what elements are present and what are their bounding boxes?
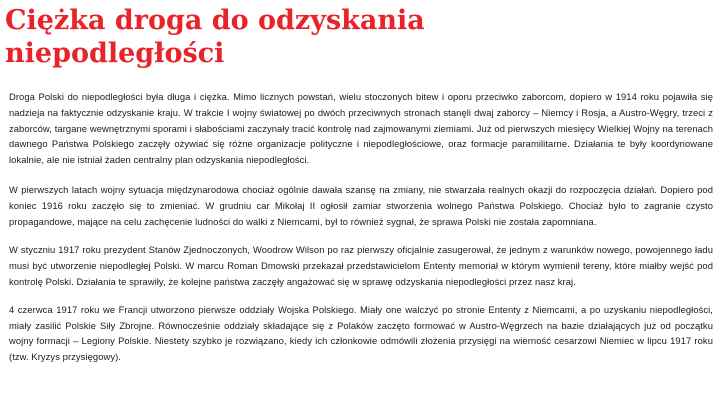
paragraph-4: 4 czerwca 1917 roku we Francji utworzono pierwsze oddziały Wojska Polskiego. Miały one walczyć po stronie Ententy z Niemcami, a po uzyskaniu niepodległości, miały zasilić Polskie Siły Zbrojne. Równocześnie oddziały składające się z Polaków zaczęto formować w Austro-Węgrzech na bazie działających już od początku wojny formacji – Legiony Polskie. Niestety szybko je rozwiązano, kiedy ich członkowie odmówili złożenia przysięgi na wierność cesarzowi Niemiec w lipcu 1917 roku (tzw. Kryzys przysięgowy). (9, 303, 713, 363)
paragraph-2: W pierwszych latach wojny sytuacja międzynarodowa chociaż ogólnie dawała szansę na zmiany, nie stwarzała realnych okazji do rozpoczęcia działań. Dopiero pod koniec 1916 roku zaczęło się to zmieniać. W grudniu car Mikołaj II ogłosił zamiar stworzenia wolnego Państwa Polskiego. Chociaż było to zagranie czysto propagandowe, mające na celu zachęcenie ludności do walki z Niemcami, był to również sygnał, że sprawa Polski nie została zapomniana. (9, 183, 713, 227)
body-text (9, 89, 713, 365)
paragraph-1: Droga Polski do niepodległości była długa i ciężka. Mimo licznych powstań, wielu stoczonych bitew i oporu przeciwko zaborcom, dopiero w 1914 roku pojawiła się nadzieja na faktycznie odzyskanie kraju. W trakcie I wojny światowej po dwóch przeciwnych stronach stanęli dwaj zaborcy – Niemcy i Rosja, a Austro-Węgry, trzeci z zaborców, targane wewnętrznymi sporami i słabościami zaczynały tracić kontrolę nad zajmowanymi ziemiami. Już od pierwszych miesięcy Wielkiej Wojny na terenach dawnego Państwa Polskiego zaczęły ożywiać się różne organizacje polityczne i niepodległościowe, oraz formacje paramilitarne. Działania te były koordynowane lokalnie, ale nie istniał żaden centralny plan odzyskania niepodległości. (9, 91, 713, 166)
paragraph-3: W styczniu 1917 roku prezydent Stanów Zjednoczonych, Woodrow Wilson po raz pierwszy oficjalnie zasugerował, że jednym z warunków nowego, powojennego ładu musi być utworzenie niepodległej Polski. W marcu Roman Dmowski przekazał przedstawicielom Ententy memoriał w którym wymienił tereny, które miałby wejść pod kontrolę Polski. Działania te sprawiły, że kolejne państwa zaczęły angażować się w sprawę odzyskania niepodległości przez nasz kraj. (9, 244, 713, 287)
title-line-1: Ciężka droga do odzyskania (5, 5, 425, 36)
page-title (5, 4, 705, 70)
title-line-2: niepodległości (5, 38, 225, 69)
